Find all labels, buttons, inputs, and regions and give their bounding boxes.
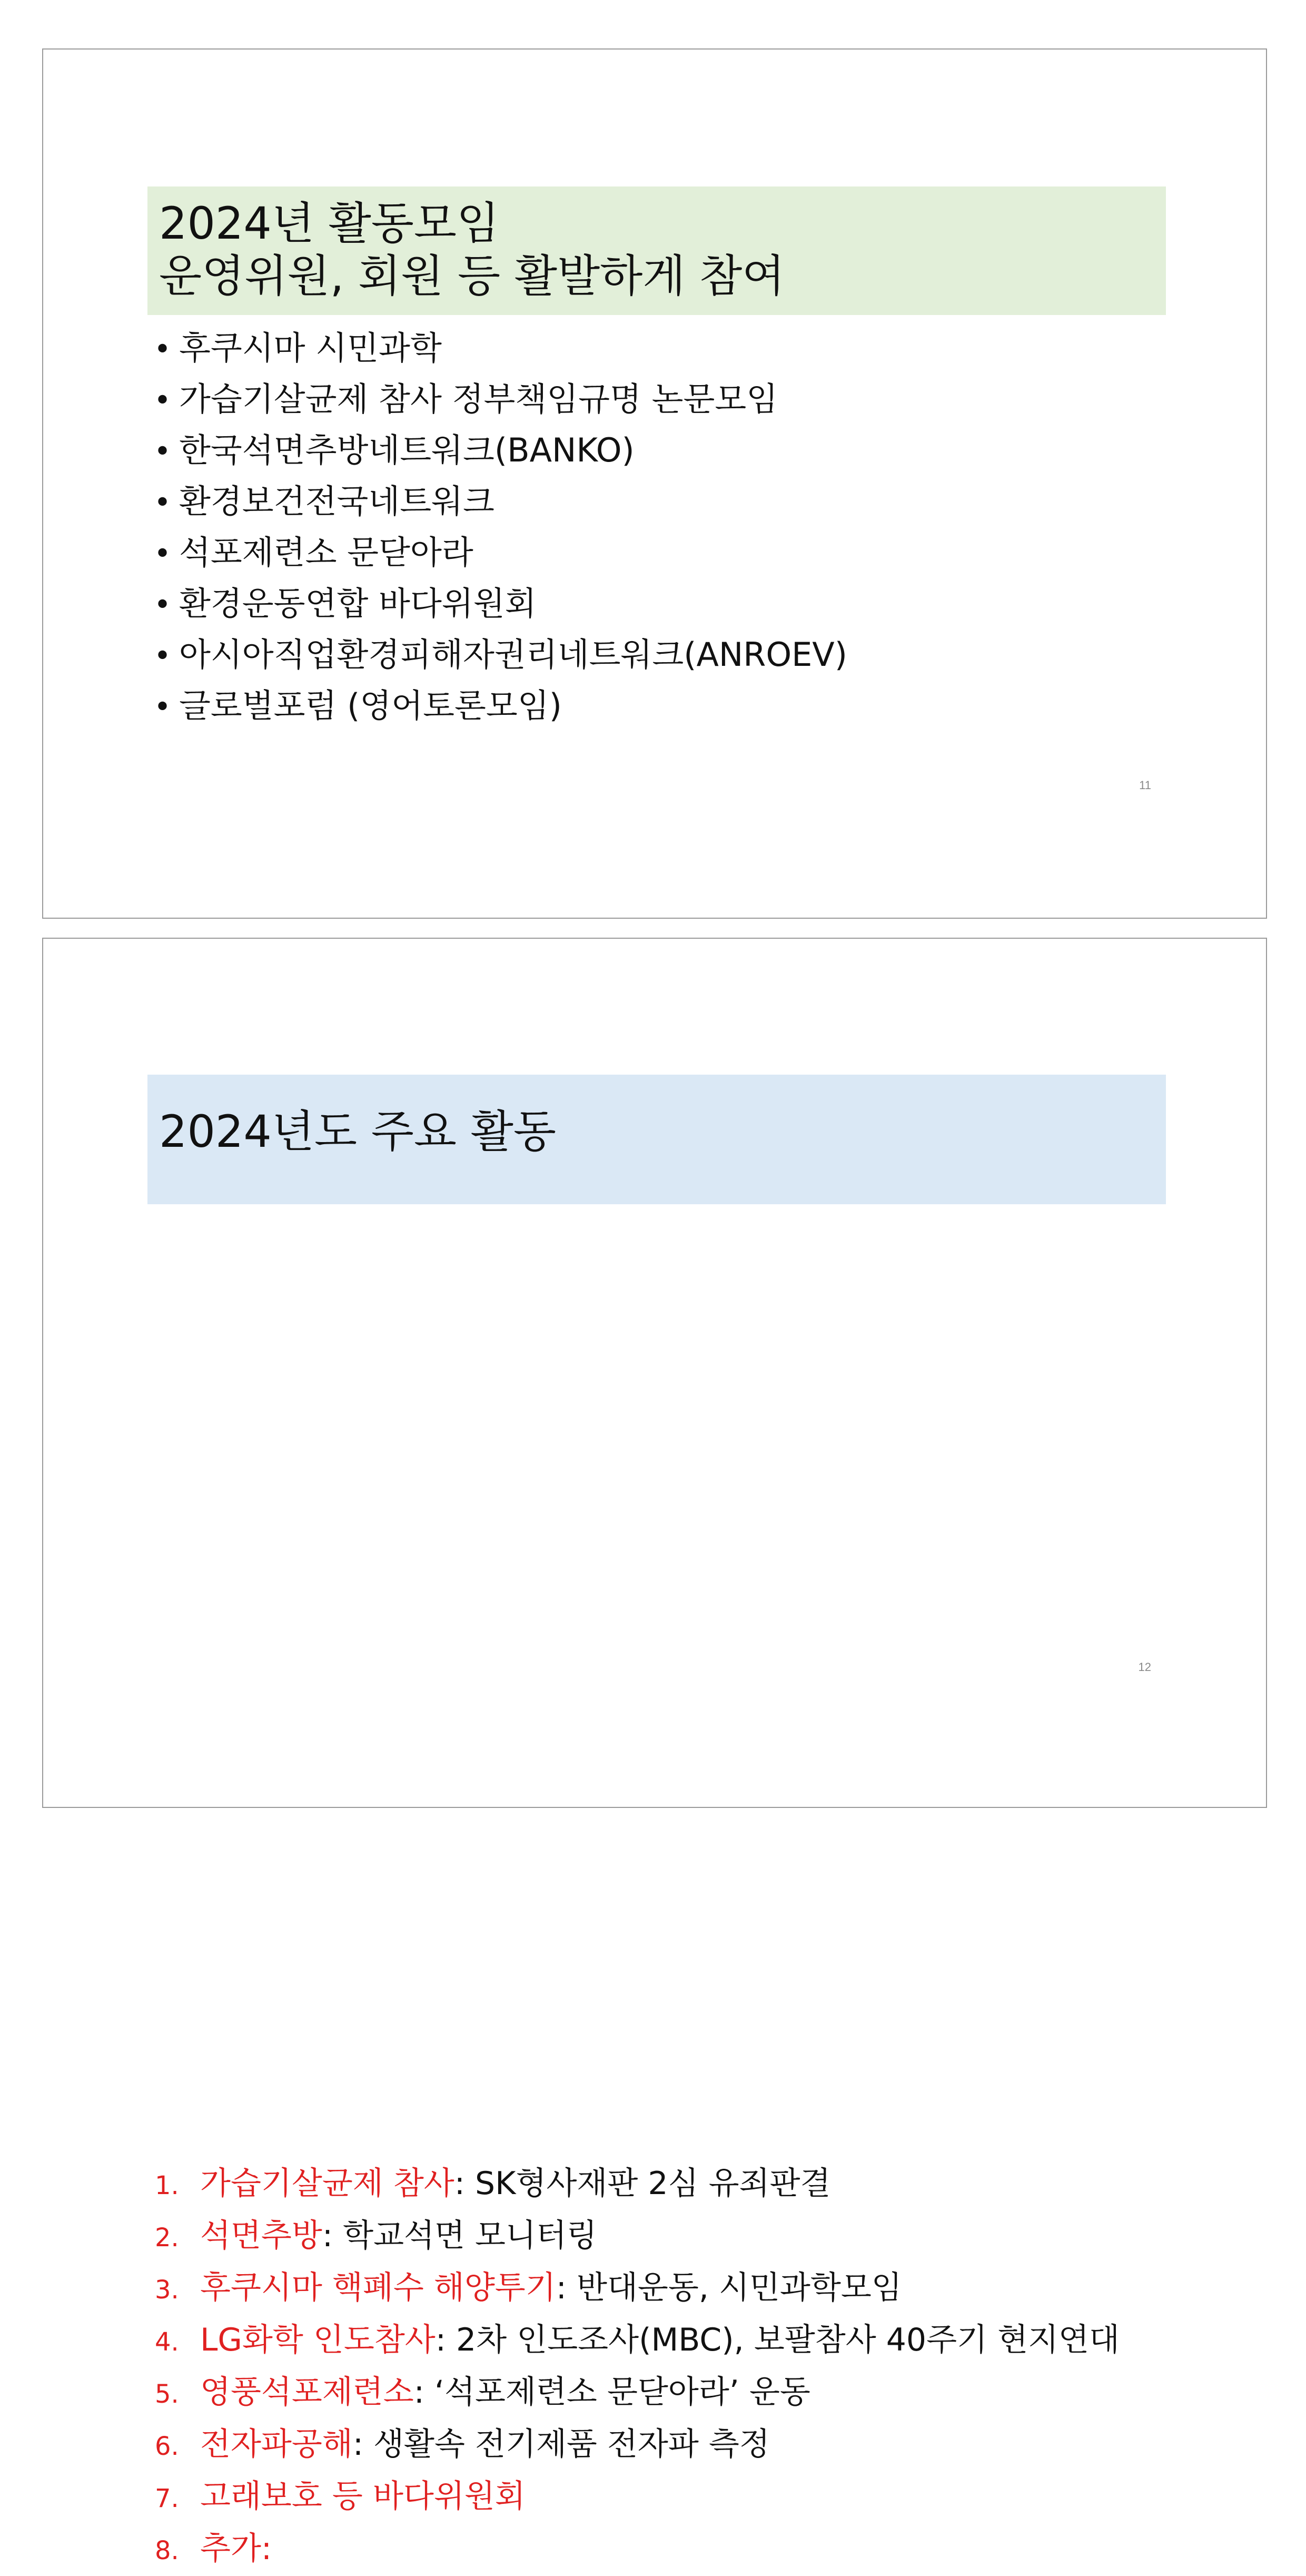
list-item-text: 환경운동연합 바다위원회 xyxy=(179,584,537,623)
list-item xyxy=(154,375,847,426)
list-item xyxy=(154,477,847,528)
bullet-icon: • xyxy=(154,384,172,418)
activity-detail: : 2차 인도조사(MBC), 보팔참사 40주기 현지연대 xyxy=(435,2322,1120,2358)
activity-heading: 석면추방 xyxy=(200,2217,322,2254)
bullet-icon: • xyxy=(154,639,172,673)
slide-title-box xyxy=(147,186,1166,315)
list-number: 2. xyxy=(155,2223,179,2253)
slide-12 xyxy=(42,938,1267,2567)
list-item-text: 글로벌포럼 (영어토론모임) xyxy=(179,686,562,725)
activity-heading: 후쿠시마 핵폐수 해양투기 xyxy=(200,2269,556,2306)
activity-heading: 고래보호 등 바다위원회 xyxy=(200,2478,526,2515)
list-number: 6. xyxy=(155,2432,179,2461)
bullet-icon: • xyxy=(154,588,172,622)
list-number: 7. xyxy=(155,2484,179,2513)
bullet-icon: • xyxy=(154,486,172,520)
slide-title-line-1: 2024년 활동모임 xyxy=(159,198,500,249)
list-item-text: 석포제련소 문닫아라 xyxy=(179,533,473,572)
activity-group-list xyxy=(154,323,847,732)
list-item xyxy=(154,579,847,630)
list-item xyxy=(155,2472,1120,2524)
list-item xyxy=(155,2159,1120,2211)
list-number: 8. xyxy=(155,2536,179,2565)
list-number: 4. xyxy=(155,2327,179,2357)
activity-heading: 영풍석포제련소 xyxy=(200,2374,414,2411)
activity-heading: 추가: xyxy=(200,2530,272,2567)
bullet-icon: • xyxy=(154,690,172,724)
list-item xyxy=(155,2524,1120,2576)
list-item xyxy=(154,528,847,579)
list-item xyxy=(155,2367,1120,2420)
list-number: 3. xyxy=(155,2275,179,2305)
list-item xyxy=(155,2315,1120,2367)
list-number: 1. xyxy=(155,2171,179,2200)
list-item xyxy=(155,2211,1120,2263)
slide-title-line-2: 운영위원, 회원 등 활발하게 참여 xyxy=(159,250,785,302)
activity-detail: : ‘석포제련소 문닫아라’ 운동 xyxy=(413,2374,810,2411)
list-item-text: 환경보건전국네트워크 xyxy=(179,482,494,520)
list-item-text: 가습기살균제 참사 정부책임규명 논문모임 xyxy=(179,380,778,418)
list-item-text: 후쿠시마 시민과학 xyxy=(179,329,442,367)
activity-heading: 가습기살균제 참사 xyxy=(200,2165,454,2202)
list-item xyxy=(154,681,847,732)
bullet-icon: • xyxy=(154,332,172,367)
activity-detail: : SK형사재판 2심 유죄판결 xyxy=(454,2165,831,2202)
list-item-text: 아시아직업환경피해자권리네트워크(ANROEV) xyxy=(179,635,847,674)
activity-detail: : 학교석면 모니터링 xyxy=(322,2217,597,2254)
list-number: 5. xyxy=(155,2380,179,2409)
bullet-icon: • xyxy=(154,537,172,571)
slide-11 xyxy=(42,48,1267,919)
list-item xyxy=(155,2420,1120,2472)
list-item xyxy=(154,630,847,681)
slide-title: 2024년도 주요 활동 xyxy=(159,1106,557,1157)
main-activity-list xyxy=(155,2159,1120,2576)
page-number: 11 xyxy=(1139,779,1151,792)
bullet-icon: • xyxy=(154,435,172,469)
activity-detail: : 반대운동, 시민과학모임 xyxy=(556,2269,902,2306)
list-item xyxy=(154,323,847,375)
page-number: 12 xyxy=(1138,1660,1151,1674)
list-item xyxy=(154,426,847,477)
activity-heading: LG화학 인도참사 xyxy=(200,2322,436,2358)
list-item-text: 한국석면추방네트워크(BANKO) xyxy=(179,431,635,469)
slide-title-box xyxy=(147,1075,1166,1204)
activity-heading: 전자파공해 xyxy=(200,2426,353,2463)
activity-detail: : 생활속 전기제품 전자파 측정 xyxy=(352,2426,770,2463)
list-item xyxy=(155,2263,1120,2315)
